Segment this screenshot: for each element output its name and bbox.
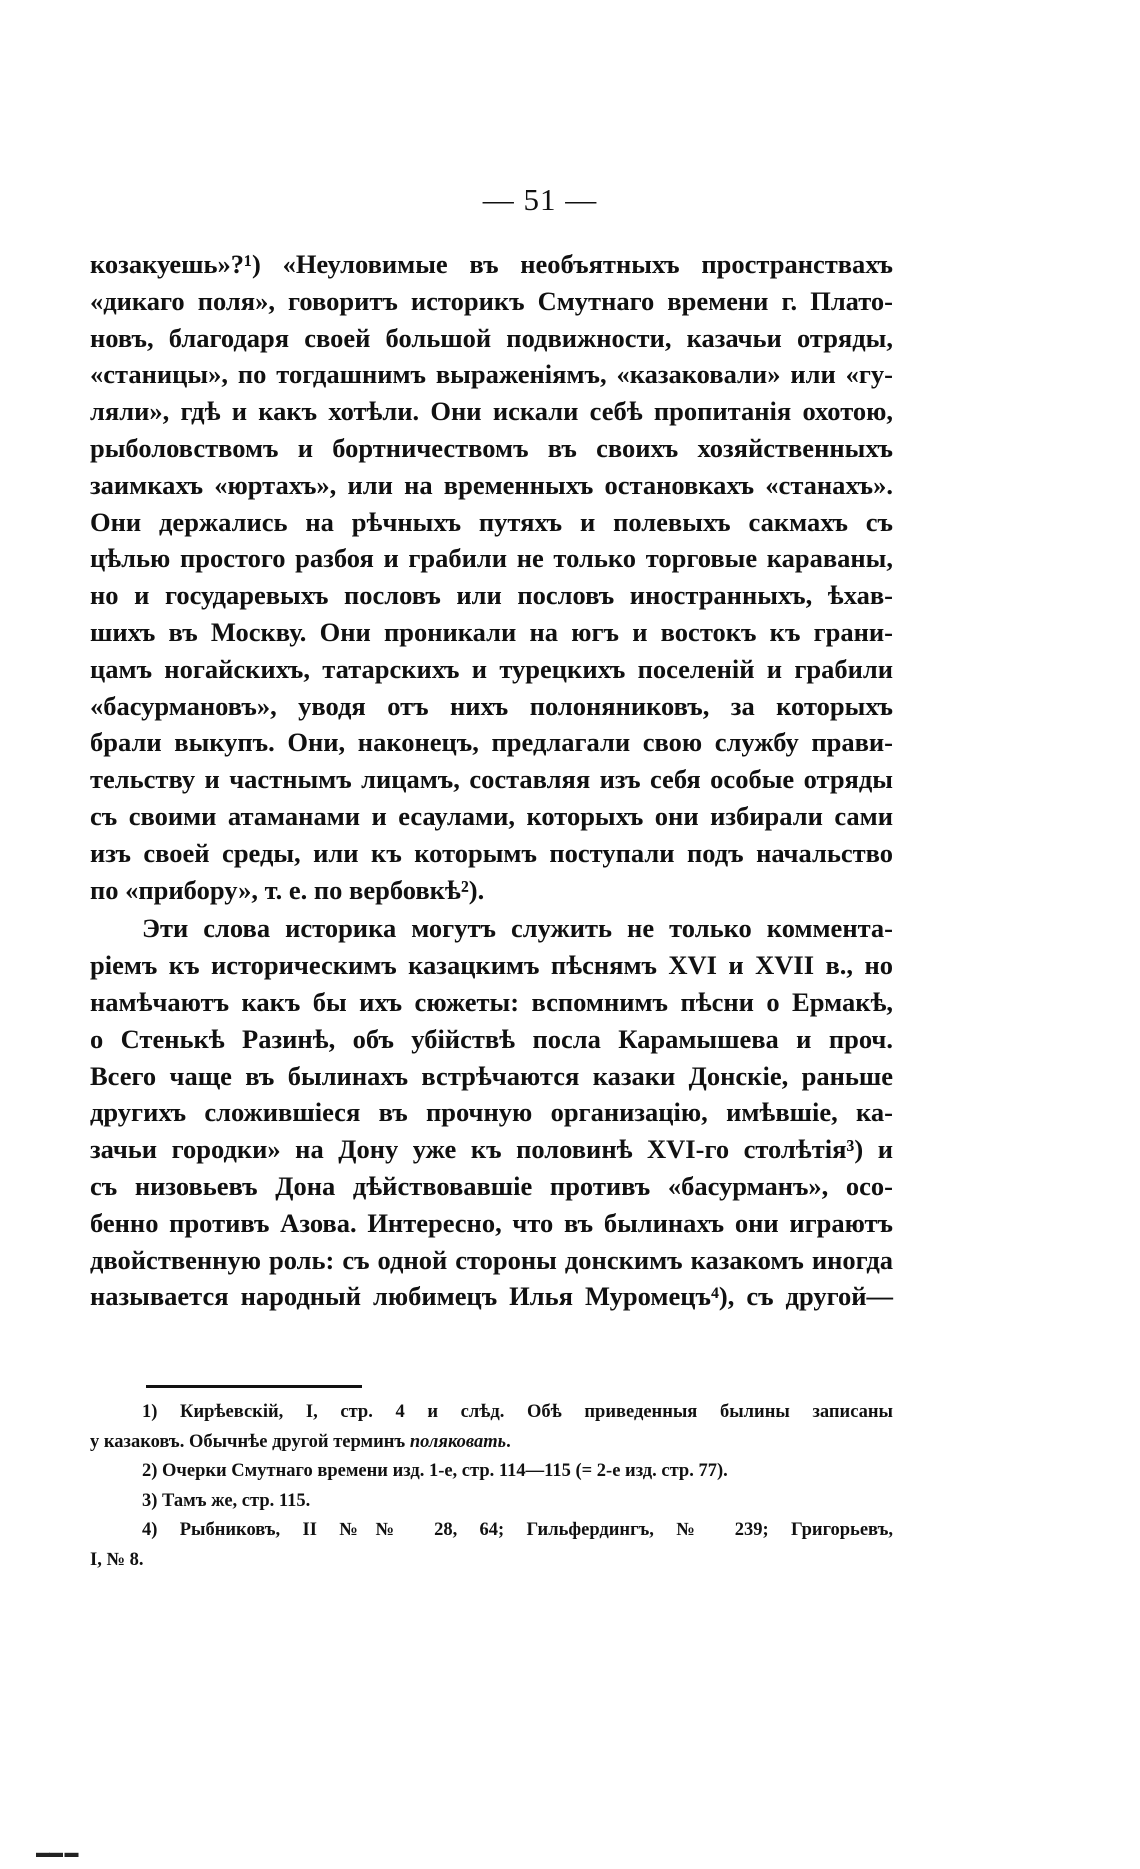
main-text	[90, 246, 893, 1315]
footnote-3: 3) Тамъ же, стр. 115.	[142, 1490, 311, 1511]
text-line: намѣчаютъ какъ бы ихъ сюжеты: вспомнимъ пѣсни о Ермакѣ,	[90, 986, 893, 1017]
text-line: съ своими атаманами и есаулами, которыхъ они избирали сами	[90, 800, 893, 831]
text-line: «басурмановъ», уводя отъ нихъ полоняниковъ, за которыхъ	[90, 690, 893, 721]
text-line: другихъ сложившiеся въ прочную организацiю, имѣвшiе, ка-	[90, 1097, 893, 1128]
text-line: Всего чаще въ былинахъ встрѣчаются казаки Донскiе, раньше	[90, 1060, 893, 1091]
scan-artifact: ▬▬ ▬	[36, 1846, 78, 1861]
text-line: брали выкупъ. Они, наконецъ, предлагали свою службу прави-	[90, 727, 893, 758]
paragraph-2	[90, 910, 893, 1315]
text-line: ляли», гдѣ и какъ хотѣли. Они искали себѣ пропитанiя охотою,	[90, 396, 893, 427]
footnotes	[90, 1398, 893, 1576]
text-line: цѣлью простого разбоя и грабили не только торговые караваны,	[90, 543, 893, 574]
text-line: рыболовствомъ и бортничествомъ въ своихъ хозяйственныхъ	[90, 432, 893, 463]
text-line: называется народный любимецъ Илья Муромецъ⁴), съ другой—	[90, 1281, 893, 1312]
text-line: двойственную роль: съ одной стороны донскимъ казакомъ иногда	[90, 1244, 893, 1275]
text-line: но и государевыхъ пословъ или пословъ иностранныхъ, ѣхав-	[90, 580, 893, 611]
text-line: козакуешь»?¹) «Неуловимые въ необъятныхъ пространствахъ	[90, 249, 893, 279]
text-line: изъ своей среды, или къ которымъ поступали подъ начальство	[90, 837, 893, 868]
footnote-1: 1) Кирѣевскiй, I, стр. 4 и слѣд. Обѣ приведенныя былины записаны	[142, 1402, 893, 1422]
footnote-4: 4) Рыбниковъ, II №№ 28, 64; Гильфердингъ, № 239; Григорьевъ,	[142, 1520, 893, 1541]
text-line: шихъ въ Москву. Они проникали на югъ и востокъ къ грани-	[90, 616, 893, 647]
footnote-4-continuation: I, № 8.	[90, 1549, 144, 1570]
text-line: зачьи городки» на Дону уже къ половинѣ XVI-го столѣтiя³) и	[90, 1134, 893, 1165]
footnote-divider	[146, 1385, 362, 1388]
footnote-text: .	[506, 1431, 511, 1452]
text-line: «дикаго поля», говоритъ историкъ Смутнаго времени г. Плато-	[90, 285, 893, 316]
text-line: бенно противъ Азова. Интересно, что въ былинахъ они играютъ	[90, 1207, 893, 1238]
text-line: о Стенькѣ Разинѣ, объ убiйствѣ посла Карамышева и проч.	[90, 1023, 893, 1054]
text-line: новъ, благодаря своей большой подвижности, казачьи отряды,	[90, 322, 893, 353]
text-line: съ низовьевъ Дона дѣйствовавшiе противъ «басурманъ», осо-	[90, 1170, 893, 1201]
footnote-2: 2) Очерки Смутнаго времени изд. 1-е, стр. 114—115 (= 2-е изд. стр. 77).	[142, 1461, 728, 1482]
page-number: — 51 —	[482, 182, 598, 217]
text-line: «станицы», по тогдашнимъ выраженiямъ, «казаковали» или «гу-	[90, 359, 893, 390]
footnote-text: у казаковъ. Обычнѣе другой терминъ	[90, 1431, 410, 1452]
text-line: тельству и частнымъ лицамъ, составляя изъ себя особые отряды	[90, 764, 893, 795]
footnote-1-continuation	[90, 1428, 893, 1458]
paragraph-1	[90, 246, 893, 908]
text-line: Они держались на рѣчныхъ путяхъ и полевыхъ сакмахъ съ	[90, 506, 893, 537]
text-line: заимкахъ «юртахъ», или на временныхъ остановкахъ «станахъ».	[90, 469, 893, 500]
text-line: Эти слова историка могутъ служить не только коммента-	[142, 913, 893, 944]
text-line: цамъ ногайскихъ, татарскихъ и турецкихъ поселенiй и грабили	[90, 653, 893, 684]
footnote-italic-term: поляковать	[409, 1431, 507, 1452]
text-line: по «прибору», т. е. по вербовкѣ²).	[90, 874, 485, 905]
text-line: рiемъ къ историческимъ казацкимъ пѣснямъ XVI и XVII в., но	[90, 950, 893, 981]
